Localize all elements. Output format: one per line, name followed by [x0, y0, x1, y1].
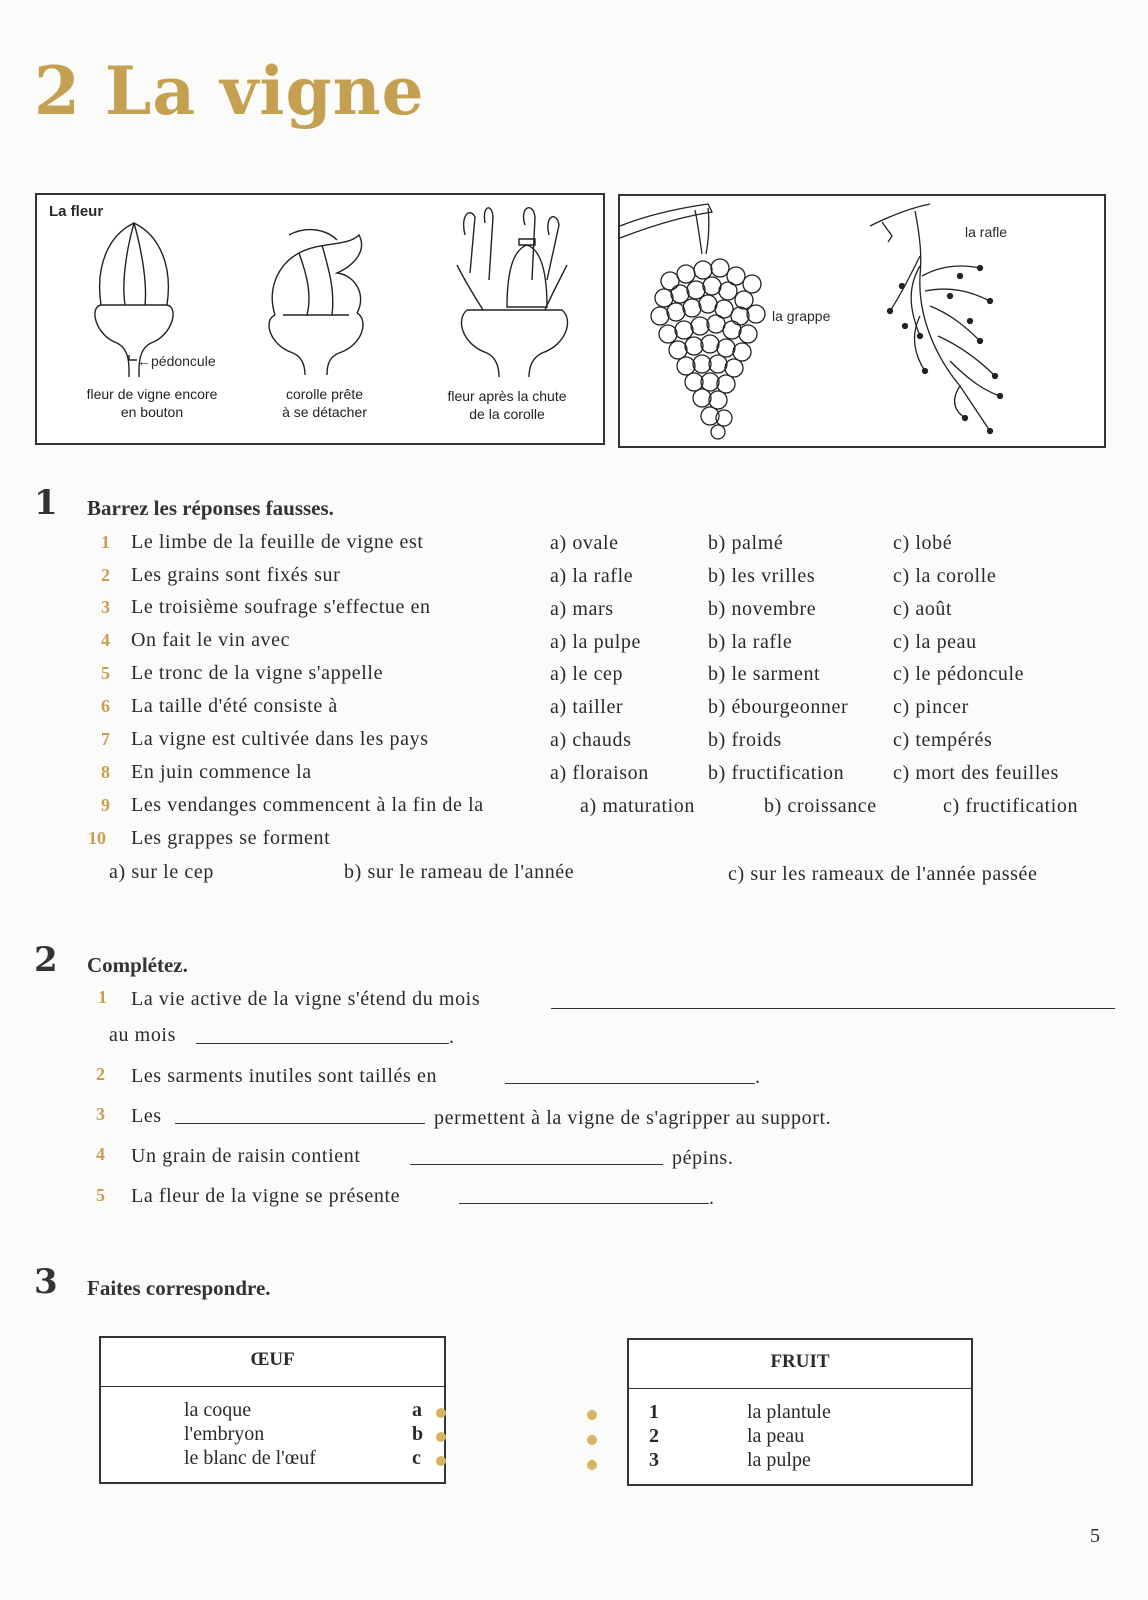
option-a[interactable]: a) maturation: [580, 795, 695, 817]
fruit-table-header: FRUIT: [770, 1351, 830, 1372]
option-c[interactable]: c) pincer: [893, 696, 969, 718]
option-b[interactable]: b) fructification: [708, 762, 845, 784]
egg-table: [99, 1336, 446, 1484]
match-dot-2[interactable]: [587, 1435, 597, 1445]
sentence-end: .: [755, 1066, 761, 1088]
option-a[interactable]: a) chauds: [550, 729, 632, 751]
question-number: 1: [101, 532, 110, 552]
option-c[interactable]: c) mort des feuilles: [893, 762, 1059, 784]
exercise2-number: 2: [34, 940, 58, 980]
question-text: Un grain de raisin contient: [131, 1145, 361, 1167]
flower-illustration: [35, 193, 605, 445]
egg-item-letter: c: [412, 1447, 421, 1469]
exercise1-number: 1: [34, 483, 58, 523]
option-a[interactable]: a) ovale: [550, 532, 619, 554]
fruit-item: la peau: [747, 1425, 805, 1447]
option-c[interactable]: c) fructification: [943, 795, 1079, 817]
caption-line: fleur de vigne encore: [86, 386, 218, 402]
exercise1-title: Barrez les réponses fausses.: [87, 496, 334, 520]
option-a[interactable]: a) floraison: [550, 762, 649, 784]
question-number: 3: [96, 1104, 105, 1124]
question-number: 6: [101, 696, 110, 716]
option-b[interactable]: b) novembre: [708, 598, 817, 620]
sentence-end: .: [709, 1187, 715, 1209]
option-a[interactable]: a) sur le cep: [109, 861, 214, 883]
question-text: Le tronc de la vigne s'appelle: [131, 662, 384, 684]
match-dot-1[interactable]: [587, 1410, 597, 1420]
fruit-item: la plantule: [747, 1401, 831, 1423]
question-text: La vie active de la vigne s'étend du mois: [131, 988, 481, 1010]
question-text: La vigne est cultivée dans les pays: [131, 728, 429, 750]
chapter-number: 2: [34, 52, 81, 130]
question-number: 4: [101, 630, 110, 650]
question-number: 3: [101, 597, 110, 617]
option-b[interactable]: b) les vrilles: [708, 565, 816, 587]
egg-item: la coque: [184, 1399, 252, 1421]
exercise3-number: 3: [34, 1262, 58, 1302]
question-text: La fleur de la vigne se présente: [131, 1185, 401, 1207]
option-a[interactable]: a) tailler: [550, 696, 624, 718]
page-number: 5: [1090, 1525, 1100, 1547]
chapter-title-text: La vigne: [104, 52, 425, 130]
option-a[interactable]: a) la pulpe: [550, 631, 642, 653]
option-a[interactable]: a) le cep: [550, 663, 624, 685]
question-number: 1: [98, 987, 107, 1007]
option-c[interactable]: c) tempérés: [893, 729, 993, 751]
caption-line: de la corolle: [469, 406, 545, 422]
question-text: au mois: [109, 1024, 176, 1046]
answer-blank[interactable]: [551, 1008, 1115, 1009]
flower-illustration-title: La fleur: [49, 203, 104, 220]
caption-line: en bouton: [120, 404, 184, 420]
option-c[interactable]: c) lobé: [893, 532, 953, 554]
answer-blank[interactable]: [196, 1043, 449, 1044]
question-text: Les grains sont fixés sur: [131, 564, 341, 586]
question-number: 9: [101, 795, 110, 815]
option-a[interactable]: a) mars: [550, 598, 614, 620]
question-number: 5: [101, 663, 110, 683]
match-dot-a[interactable]: [436, 1408, 446, 1418]
egg-table-header: ŒUF: [250, 1349, 295, 1370]
option-c[interactable]: c) le pédoncule: [893, 663, 1025, 685]
match-dot-b[interactable]: [436, 1432, 446, 1442]
question-text: Le limbe de la feuille de vigne est: [131, 531, 424, 553]
option-b[interactable]: b) palmé: [708, 532, 784, 554]
flower-caption-2: [252, 385, 397, 421]
table-divider: [101, 1386, 444, 1387]
question-text: Les grappes se forment: [131, 827, 331, 849]
question-text: La taille d'été consiste à: [131, 695, 338, 717]
question-number: 5: [96, 1185, 105, 1205]
question-text: Le troisième soufrage s'effectue en: [131, 596, 431, 618]
fruit-item-number: 1: [649, 1401, 659, 1423]
question-text: Les: [131, 1105, 162, 1127]
flower-caption-1: [67, 385, 237, 421]
option-c[interactable]: c) la peau: [893, 631, 977, 653]
question-number: 8: [101, 762, 110, 782]
question-text: Les sarments inutiles sont taillés en: [131, 1065, 438, 1087]
question-number: 10: [88, 828, 106, 848]
sentence-end: .: [449, 1026, 455, 1048]
option-b[interactable]: b) froids: [708, 729, 782, 751]
option-b[interactable]: b) ébourgeonner: [708, 696, 849, 718]
answer-blank[interactable]: [175, 1123, 425, 1124]
option-b[interactable]: b) la rafle: [708, 631, 793, 653]
rafle-label: la rafle: [965, 224, 1008, 240]
question-text: permettent à la vigne de s'agripper au support.: [434, 1107, 832, 1129]
exercise2-title: Complétez.: [87, 953, 188, 977]
exercise3-title: Faites correspondre.: [87, 1276, 271, 1300]
pedoncule-label: [137, 353, 216, 369]
caption-line: à se détacher: [282, 404, 367, 420]
chapter-title: [34, 52, 425, 130]
option-b[interactable]: b) croissance: [764, 795, 877, 817]
match-dot-3[interactable]: [587, 1460, 597, 1470]
question-number: 4: [96, 1144, 105, 1164]
option-a[interactable]: a) la rafle: [550, 565, 634, 587]
pedoncule-text: pédoncule: [151, 353, 216, 369]
answer-blank[interactable]: [410, 1164, 663, 1165]
fruit-item-number: 2: [649, 1425, 659, 1447]
fruit-item: la pulpe: [747, 1449, 811, 1471]
egg-item-letter: b: [412, 1423, 424, 1445]
option-b[interactable]: b) sur le rameau de l'année: [344, 861, 575, 883]
grape-drawings: [620, 196, 1104, 446]
egg-item: le blanc de l'œuf: [184, 1447, 316, 1469]
option-c[interactable]: c) août: [893, 598, 953, 620]
match-dot-c[interactable]: [436, 1456, 446, 1466]
answer-blank[interactable]: [459, 1203, 709, 1204]
fruit-item-number: 3: [649, 1449, 659, 1471]
question-number: 2: [101, 565, 110, 585]
egg-item: l'embryon: [184, 1423, 265, 1445]
table-divider: [629, 1388, 971, 1389]
option-b[interactable]: b) le sarment: [708, 663, 821, 685]
question-text: Les vendanges commencent à la fin de la: [131, 794, 484, 816]
caption-line: corolle prête: [285, 386, 364, 402]
grappe-label: la grappe: [772, 308, 831, 324]
option-c[interactable]: c) la corolle: [893, 565, 997, 587]
fruit-table: [627, 1338, 973, 1486]
option-c[interactable]: c) sur les rameaux de l'année passée: [728, 863, 1038, 885]
question-number: 7: [101, 729, 110, 749]
arrow-left-icon: ←: [137, 353, 151, 369]
caption-line: fleur après la chute: [447, 388, 567, 404]
question-text: pépins.: [672, 1147, 734, 1169]
egg-item-letter: a: [412, 1399, 422, 1421]
answer-blank[interactable]: [505, 1083, 755, 1084]
question-text: On fait le vin avec: [131, 629, 291, 651]
flower-caption-3: [427, 387, 587, 423]
grape-illustration: [618, 194, 1106, 448]
question-number: 2: [96, 1064, 105, 1084]
question-text: En juin commence la: [131, 761, 312, 783]
